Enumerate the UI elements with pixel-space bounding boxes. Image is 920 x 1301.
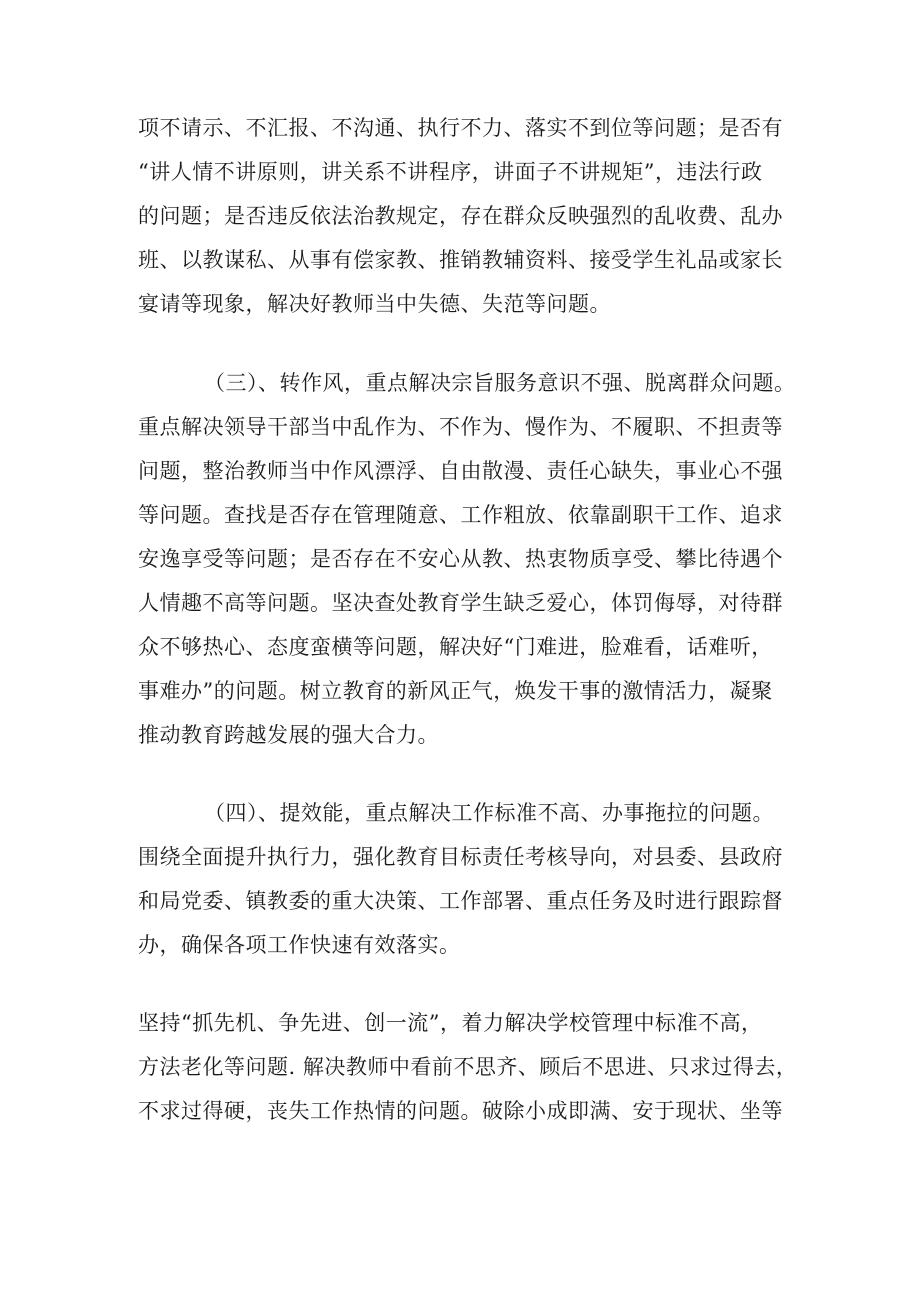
text-line: 办，确保各项工作快速有效落实。: [138, 933, 461, 957]
text-line: 不求过得硬，丧失工作热情的问题。破除小成即满、安于现状、坐等: [138, 1099, 783, 1123]
text-line: 和局党委、镇教委的重大决策、工作部署、重点任务及时进行跟踪督: [138, 889, 783, 913]
text-line: 的问题；是否违反依法治教规定，存在群众反映强烈的乱收费、乱办: [138, 204, 783, 228]
text-line: 方法老化等问题. 解决教师中看前不思齐、顾后不思进、只求过得去，: [138, 1055, 798, 1079]
text-line: 班、以教谋私、从事有偿家教、推销教辅资料、接受学生礼品或家长: [138, 248, 783, 272]
text-line: 众不够热心、态度蛮横等问题，解决好“门难进，脸难看，话难听，: [138, 635, 773, 659]
paragraph-continuation: [138, 106, 798, 326]
text-line: 推动教育跨越发展的强大合力。: [138, 723, 439, 747]
text-line: “讲人情不讲原则，讲关系不讲程序，讲面子不讲规矩”，违法行政: [138, 160, 763, 184]
text-line: 安逸享受等问题；是否存在不安心从教、热衷物质享受、攀比待遇个: [138, 547, 783, 571]
text-line: 事难办”的问题。树立教育的新风正气，焕发干事的激情活力，凝聚: [138, 679, 773, 703]
text-line: 人情趣不高等问题。坚决查处教育学生缺乏爱心，体罚侮辱，对待群: [138, 591, 783, 615]
text-line: 等问题。查找是否存在管理随意、工作粗放、依靠副职干工作、追求: [138, 503, 783, 527]
paragraph-persist: [138, 1001, 798, 1133]
paragraph-section-four: [138, 791, 798, 967]
text-line: 宴请等现象，解决好教师当中失德、失范等问题。: [138, 292, 611, 316]
text-line: 重点解决领导干部当中乱作为、不作为、慢作为、不履职、不担责等: [138, 415, 783, 439]
text-line: 坚持“抓先机、争先进、创一流”，着力解决学校管理中标准不高，: [138, 1011, 763, 1035]
paragraph-section-three: [138, 361, 798, 757]
text-line: 围绕全面提升执行力，强化教育目标责任考核导向，对县委、县政府: [138, 845, 783, 869]
section-heading-line: （三）、转作风，重点解决宗旨服务意识不强、脱离群众问题。: [204, 371, 796, 395]
section-heading-line: （四）、提效能，重点解决工作标准不高、办事拖拉的问题。: [204, 801, 774, 825]
text-line: 项不请示、不汇报、不沟通、执行不力、落实不到位等问题；是否有: [138, 116, 783, 140]
text-line: 问题，整治教师当中作风漂浮、自由散漫、责任心缺失，事业心不强: [138, 459, 783, 483]
